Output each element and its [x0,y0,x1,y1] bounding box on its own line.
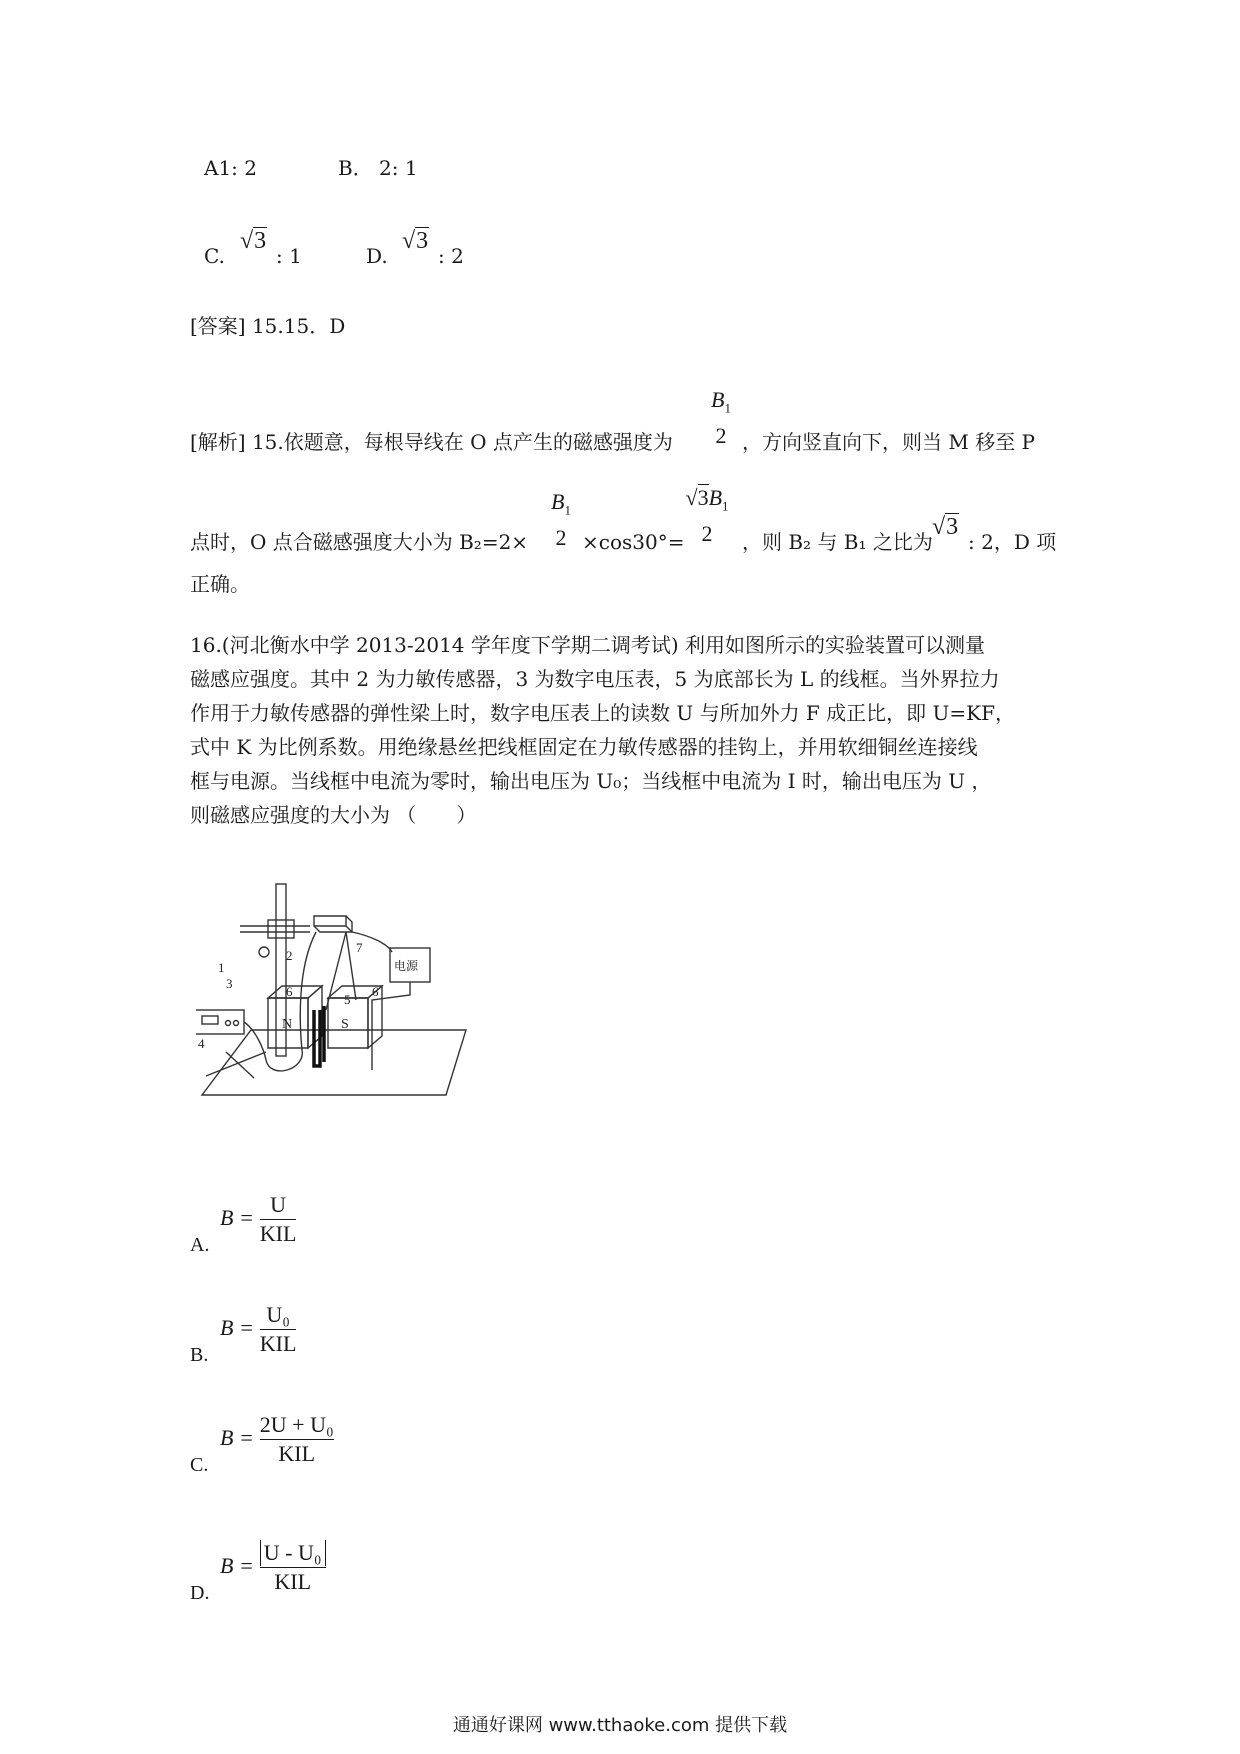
q16-option-a-formula: B = U KIL [220,1192,297,1246]
q16-line-5: 框与电源。当线框中电流为零时，输出电压为 U₀；当线框中电流为 I 时，输出电压为 U ， [190,769,992,793]
q16-option-d-formula: B = U - U₀ KIL [220,1540,326,1595]
option-b: B． 2: 1 [338,156,418,180]
analysis-line-2b: ×cos30°= [582,530,685,554]
q16-line-4: 式中 K 为比例系数。用绝缘悬丝把线框固定在力敏传感器的挂钩上，并用软细铜丝连接线 [190,735,978,759]
analysis-line-3: 正确。 [190,572,250,596]
analysis-line-2a: 点时，O 点合磁感强度大小为 B₂=2× [190,530,529,554]
q16-option-a-label: A. [190,1234,210,1256]
ratio-sqrt: √3 [932,514,959,540]
q16-line-3: 作用于力敏传感器的弹性梁上时，数字电压表上的读数 U 与所加外力 F 成正比，即 U=KF， [190,701,1015,725]
fraction-b1-over-2-second: $B_1$ 2 [551,489,571,551]
label-6-left: 6 [286,984,293,999]
q16-line-1: 16.(河北衡水中学 2013-2014 学年度下学期二调考试) 利用如图所示的实验装置可以测量 [190,633,986,657]
q16-option-b-label: B. [190,1344,209,1366]
option-c-tail: : 1 [276,244,302,268]
option-c-label: C. [204,244,225,268]
q16-line-2: 磁感应强度。其中 2 为力敏传感器，3 为数字电压表，5 为底部长为 L 的线框。当外界拉力 [190,667,1000,691]
label-6-right: 6 [372,984,379,999]
analysis-line-1a: [解析] 15.依题意，每根导线在 O 点产生的磁感强度为 [190,430,673,454]
option-d-tail: : 2 [438,244,464,268]
magnet-n-label: N [282,1017,293,1032]
option-a: A1: 2 [204,156,257,180]
magnet-s-label: S [341,1017,349,1032]
label-5: 5 [344,992,351,1007]
option-d-sqrt: √3 [402,228,429,254]
page-footer: 通通好课网 www.tthaoke.com 提供下载 [452,1715,788,1736]
apparatus-figure [196,880,472,1100]
label-3: 3 [226,976,233,991]
fraction-sqrt3-b1-over-2: $√3B_1$ 2 [685,485,729,547]
label-2: 2 [286,948,293,963]
q16-line-6: 则磁感应强度的大小为 （ ） [190,803,477,827]
label-4: 4 [198,1036,205,1051]
label-1: 1 [218,960,225,975]
label-7: 7 [356,940,363,955]
analysis-line-2c: ，则 B₂ 与 B₁ 之比为 [742,530,933,554]
question-16-text [190,628,1070,832]
q16-option-d-label: D. [190,1582,210,1604]
power-supply-label: 电源 [394,959,419,973]
analysis-line-2d: : 2，D 项 [968,530,1057,554]
q16-option-c-label: C. [190,1454,209,1476]
fraction-b1-over-2: $B_1$ 2 [711,387,731,449]
option-c-sqrt: √3 [240,228,267,254]
option-d-label: D. [366,244,388,268]
q16-option-c-formula: B = 2U + U₀ KIL [220,1412,334,1466]
q16-option-b-formula: B = U₀ KIL [220,1302,297,1356]
analysis-line-1b: ，方向竖直向下，则当 M 移至 P [742,430,1036,454]
answer-line: [答案] 15.15．D [190,314,346,338]
